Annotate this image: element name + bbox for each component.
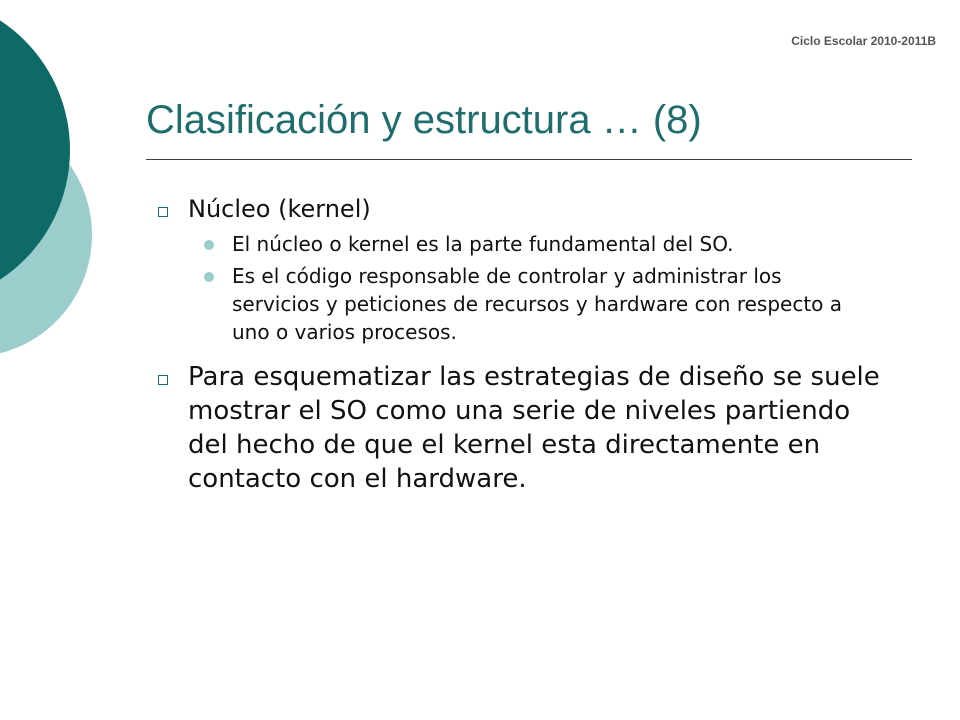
decorative-circles (0, 0, 110, 380)
sub-bullet-text: El núcleo o kernel es la parte fundamental del SO. (232, 232, 734, 256)
sub-bullet-list (188, 230, 854, 346)
sub-bullet (204, 230, 854, 258)
bullet-levels (158, 360, 898, 496)
slide-content (158, 192, 898, 496)
sub-bullet (204, 262, 854, 346)
square-bullet-icon (158, 375, 168, 385)
bullet-text: Núcleo (kernel) (188, 195, 371, 223)
title-divider (146, 159, 912, 160)
slide-title: Clasificación y estructura … (8) (146, 98, 702, 142)
dot-bullet-icon (204, 240, 214, 250)
sub-bullet-text: Es el código responsable de controlar y administrar los servicios y peticiones de recursos y hardware con respecto a uno o varios procesos. (232, 264, 843, 344)
square-bullet-icon (158, 207, 168, 217)
dot-bullet-icon (204, 272, 214, 282)
school-term-label: Ciclo Escolar 2010-2011B (791, 34, 936, 48)
bullet-kernel (158, 192, 898, 346)
bullet-text: Para esquematizar las estrategias de diseño se suele mostrar el SO como una serie de niveles partiendo del hecho de que el kernel esta directamente en contacto con el hardware. (188, 362, 880, 494)
